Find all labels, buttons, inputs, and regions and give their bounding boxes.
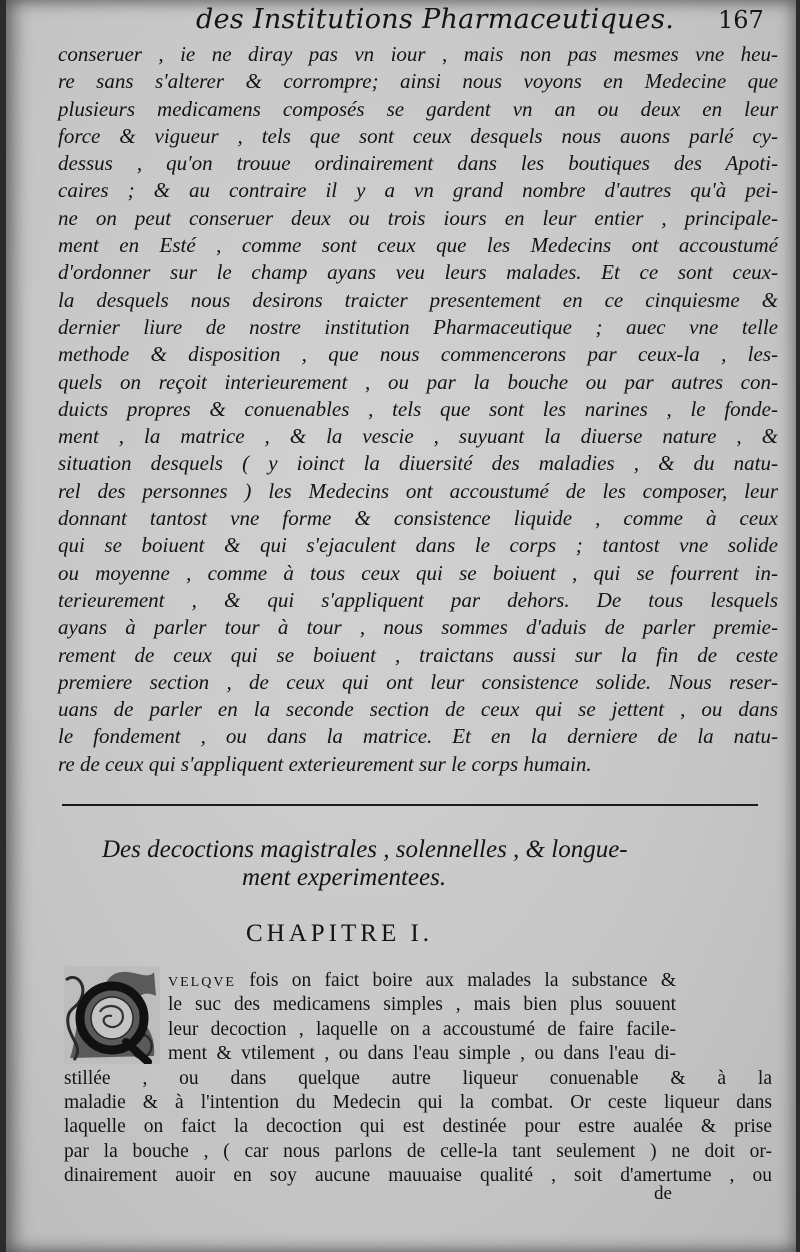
text-line: force & vigueur , tels que sont ceux desquels nous auons parlé cy- <box>58 123 778 148</box>
text-line: dinairement auoir en soy aucune mauuaise qualité , soit d'amertume , ou <box>64 1165 772 1187</box>
text-line: dessus , qu'on trouue ordinairement dans les boutiques des Apoti- <box>58 151 778 176</box>
section-heading <box>102 836 762 892</box>
text-line: maladie & à l'intention du Medecin qui la combat. Or ceste liqueur dans <box>64 1091 772 1113</box>
text-line-rest: fois on faict boire aux malades la substance & <box>236 970 676 991</box>
opening-word: velqve <box>168 970 236 991</box>
text-line: leur decoction , laquelle on a accoustumé de faire facile- <box>168 1018 676 1040</box>
running-head: des Institutions Pharmaceutiques. <box>196 4 675 35</box>
text-line: methode & disposition , que nous commencerons par ceux-la , les- <box>58 342 778 367</box>
italic-paragraph <box>58 41 778 778</box>
chapter-title: CHAPITRE I. <box>246 920 434 947</box>
text-line: ment & vtilement , ou dans l'eau simple , ou dans l'eau di- <box>168 1043 676 1065</box>
section-heading-line: ment experimentees. <box>242 864 447 891</box>
text-line: le fondement , ou dans la matrice. Et en la derniere de la natu- <box>58 724 778 749</box>
text-line: laquelle on faict la decoction qui est destinée pour estre aualée & prise <box>64 1116 772 1138</box>
text-line: uans de parler en la seconde section de ceux qui se jettent , ou dans <box>58 697 778 722</box>
text-line: rel des personnes ) les Medecins ont accoustumé de les composer, leur <box>58 478 778 503</box>
text-line: re de ceux qui s'appliquent exterieurement sur le corps humain. <box>58 751 592 776</box>
text-line: caires ; & au contraire il y a vn grand nombre d'autres qu'à pei- <box>58 178 778 203</box>
text-line: la desquels nous desirons traicter presentement en ce cinquiesme & <box>58 287 778 312</box>
text-line: quels on reçoit interieurement , ou par la bouche ou par autres con- <box>58 369 778 394</box>
text-line: premiere section , de ceux qui ont leur consistence solide. Nous reser- <box>58 669 778 694</box>
roman-paragraph <box>64 969 772 1189</box>
text-line: rement de ceux qui se boiuent , traictans aussi sur la fin de ceste <box>58 642 778 667</box>
text-line: le suc des medicamens simples , mais bien plus souuent <box>168 994 676 1016</box>
text-line: donnant tantost vne forme & consistence liquide , comme à ceux <box>58 506 778 531</box>
text-line: par la bouche , ( car nous parlons de celle-la tant seulement ) ne doit or- <box>64 1140 772 1162</box>
text-line: ment , la matrice , & la vescie , suyuant la diuerse nature , & <box>58 424 778 449</box>
text-line: plusieurs medicamens composés se gardent vn an ou deux en leur <box>58 96 778 121</box>
text-line: ayans à parler tour à tour , nous sommes d'aduis de parler premie- <box>58 615 778 640</box>
book-page <box>6 0 796 1252</box>
section-heading-line: Des decoctions magistrales , solennelles , & longue- <box>102 836 628 863</box>
text-line: re sans s'alterer & corrompre; ainsi nous voyons en Medecine que <box>58 69 778 94</box>
text-line: duicts propres & conuenables , tels que sont les narines , le fonde- <box>58 396 778 421</box>
text-line: terieurement , & qui s'appliquent par dehors. De tous lesquels <box>58 587 778 612</box>
text-line: qui se boiuent & qui s'ejaculent dans le corps ; tantost vne solide <box>58 533 778 558</box>
text-line: d'ordonner sur le champ ayans veu leurs malades. Et ce sont ceux- <box>58 260 778 285</box>
text-line: conseruer , ie ne diray pas vn iour , mais non pas mesmes vne heu- <box>58 42 778 66</box>
text-line: ne on peut conseruer deux ou trois iours en leur entier , principale- <box>58 205 778 230</box>
text-line <box>168 969 676 993</box>
text-line: dernier liure de nostre institution Pharmaceutique ; auec vne telle <box>58 314 778 339</box>
text-line: situation desquels ( y ioinct la diuersité des maladies , & du natu- <box>58 451 778 476</box>
page-number: 167 <box>718 6 764 34</box>
text-line: ment en Esté , comme sont ceux que les Medecins ont accoustumé <box>58 233 778 258</box>
text-line: ou moyenne , comme à tous ceux qui se boiuent , qui se fourrent in- <box>58 560 778 585</box>
section-rule <box>62 804 758 806</box>
text-line: stillée , ou dans quelque autre liqueur conuenable & à la <box>64 1067 772 1089</box>
catchword: de <box>654 1183 672 1204</box>
